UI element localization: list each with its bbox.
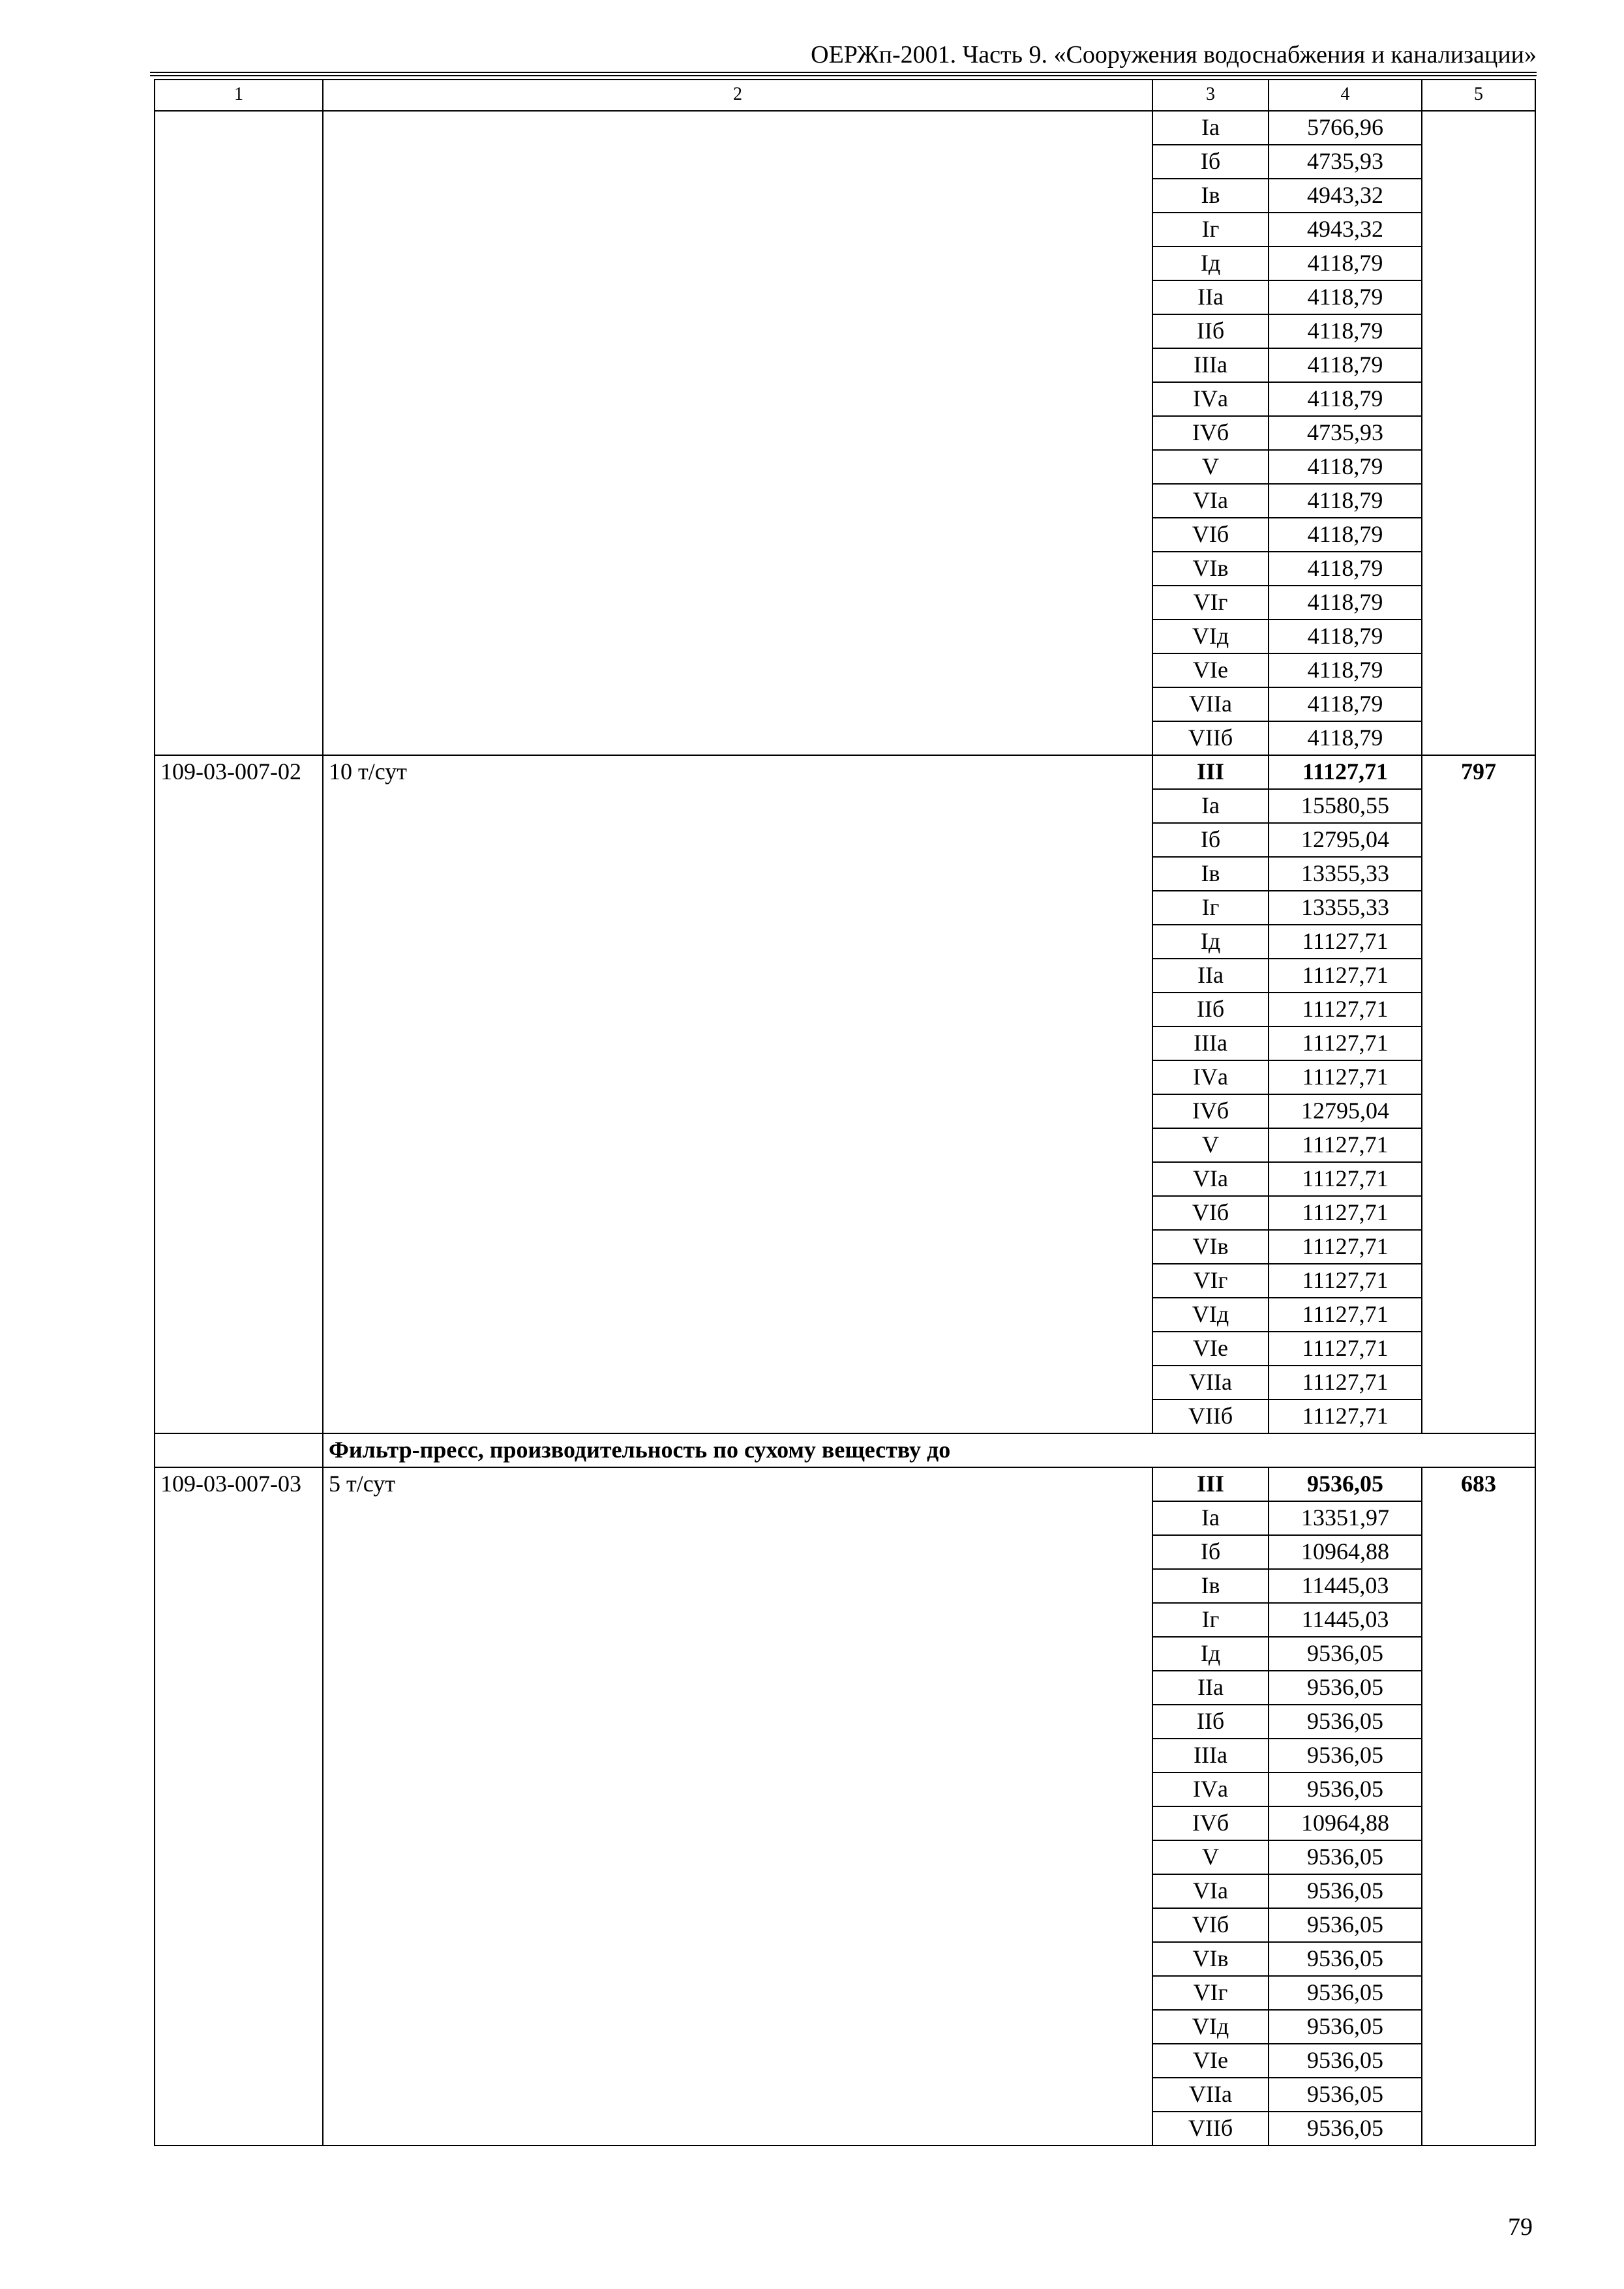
zone-cell: Iд xyxy=(1152,247,1269,280)
description-cell-blank xyxy=(323,111,1152,755)
price-cell: 4118,79 xyxy=(1269,247,1422,280)
zone-cell: VIд xyxy=(1152,620,1269,653)
price-cell: 11127,71 xyxy=(1269,1366,1422,1399)
zone-cell: IIа xyxy=(1152,959,1269,993)
price-cell: 12795,04 xyxy=(1269,823,1422,857)
price-cell: 10964,88 xyxy=(1269,1535,1422,1569)
price-cell: 9536,05 xyxy=(1269,1637,1422,1671)
price-cell: 4118,79 xyxy=(1269,382,1422,416)
price-cell: 13351,97 xyxy=(1269,1501,1422,1535)
zone-cell: Iг xyxy=(1152,1603,1269,1637)
price-table xyxy=(154,79,1536,2146)
main-price: 9536,05 xyxy=(1269,1467,1422,1501)
zone-cell: IVа xyxy=(1152,1773,1269,1806)
main-price: 11127,71 xyxy=(1269,755,1422,789)
price-cell: 11127,71 xyxy=(1269,1162,1422,1196)
header-double-rule xyxy=(150,72,1537,76)
zone-cell: Iв xyxy=(1152,1569,1269,1603)
price-cell: 4118,79 xyxy=(1269,552,1422,586)
zone-cell: VIIб xyxy=(1152,721,1269,755)
price-cell: 11445,03 xyxy=(1269,1603,1422,1637)
entry-main-row xyxy=(155,1467,1535,1501)
col5-value: 797 xyxy=(1422,755,1535,1433)
price-cell: 9536,05 xyxy=(1269,1874,1422,1908)
zone-cell: V xyxy=(1152,1840,1269,1874)
zone-cell: Iб xyxy=(1152,823,1269,857)
zone-cell: Iа xyxy=(1152,111,1269,145)
column-number: 5 xyxy=(1422,80,1535,111)
zone-cell: IIа xyxy=(1152,280,1269,314)
zone-cell: Iд xyxy=(1152,925,1269,959)
zone-cell: Iд xyxy=(1152,1637,1269,1671)
zone-cell: IVб xyxy=(1152,1806,1269,1840)
price-cell: 4118,79 xyxy=(1269,518,1422,552)
price-cell: 11127,71 xyxy=(1269,1298,1422,1332)
zone-cell: VIд xyxy=(1152,1298,1269,1332)
section-blank xyxy=(155,1433,323,1467)
zone-cell: IIа xyxy=(1152,1671,1269,1705)
price-cell: 4118,79 xyxy=(1269,314,1422,348)
price-cell: 4735,93 xyxy=(1269,145,1422,179)
zone-cell: IIб xyxy=(1152,1705,1269,1739)
entry-main-row xyxy=(155,755,1535,789)
zone-cell: VIв xyxy=(1152,552,1269,586)
zone-cell: Iб xyxy=(1152,145,1269,179)
zone-cell: VIд xyxy=(1152,2010,1269,2044)
price-cell: 4943,32 xyxy=(1269,213,1422,247)
zone-cell: IVа xyxy=(1152,382,1269,416)
price-cell: 11127,71 xyxy=(1269,925,1422,959)
zone-cell: Iб xyxy=(1152,1535,1269,1569)
zone-cell: Iг xyxy=(1152,213,1269,247)
zone-cell: IIб xyxy=(1152,993,1269,1026)
price-cell: 9536,05 xyxy=(1269,1976,1422,2010)
zone-cell: Iа xyxy=(1152,789,1269,823)
zone-cell: VIг xyxy=(1152,586,1269,620)
item-code: 109-03-007-03 xyxy=(155,1467,323,2146)
price-cell: 15580,55 xyxy=(1269,789,1422,823)
price-cell: 9536,05 xyxy=(1269,2044,1422,2078)
price-cell: 9536,05 xyxy=(1269,2010,1422,2044)
price-cell: 10964,88 xyxy=(1269,1806,1422,1840)
price-cell: 4118,79 xyxy=(1269,450,1422,484)
zone-cell: IIб xyxy=(1152,314,1269,348)
zone-cell: Iг xyxy=(1152,891,1269,925)
price-cell: 4118,79 xyxy=(1269,280,1422,314)
price-cell: 11127,71 xyxy=(1269,1399,1422,1433)
price-cell: 4118,79 xyxy=(1269,687,1422,721)
price-cell: 11127,71 xyxy=(1269,1026,1422,1060)
price-cell: 9536,05 xyxy=(1269,1705,1422,1739)
zone-cell: VIе xyxy=(1152,2044,1269,2078)
price-cell: 4735,93 xyxy=(1269,416,1422,450)
price-cell: 9536,05 xyxy=(1269,1908,1422,1942)
item-code: 109-03-007-02 xyxy=(155,755,323,1433)
item-description: 10 т/сут xyxy=(323,755,1152,1433)
main-zone: III xyxy=(1152,1467,1269,1501)
zone-cell: IIIа xyxy=(1152,348,1269,382)
price-cell: 11445,03 xyxy=(1269,1569,1422,1603)
price-cell: 11127,71 xyxy=(1269,1264,1422,1298)
price-cell: 9536,05 xyxy=(1269,2078,1422,2112)
price-cell: 13355,33 xyxy=(1269,891,1422,925)
price-cell: 4118,79 xyxy=(1269,484,1422,518)
zone-cell: VIе xyxy=(1152,1332,1269,1366)
zone-cell: VIе xyxy=(1152,653,1269,687)
zone-cell: VIг xyxy=(1152,1264,1269,1298)
price-cell: 9536,05 xyxy=(1269,1671,1422,1705)
zone-cell: V xyxy=(1152,450,1269,484)
section-heading-row xyxy=(155,1433,1535,1467)
price-cell: 4118,79 xyxy=(1269,653,1422,687)
price-cell: 9536,05 xyxy=(1269,1840,1422,1874)
column-number: 4 xyxy=(1269,80,1422,111)
price-cell: 4943,32 xyxy=(1269,179,1422,213)
table-row xyxy=(155,111,1535,145)
column-number: 1 xyxy=(155,80,323,111)
price-cell: 4118,79 xyxy=(1269,586,1422,620)
zone-cell: VIа xyxy=(1152,1162,1269,1196)
code-cell-blank xyxy=(155,111,323,755)
zone-cell: V xyxy=(1152,1128,1269,1162)
price-cell: 9536,05 xyxy=(1269,1773,1422,1806)
zone-cell: VIа xyxy=(1152,1874,1269,1908)
zone-cell: VIв xyxy=(1152,1230,1269,1264)
price-cell: 11127,71 xyxy=(1269,959,1422,993)
price-cell: 4118,79 xyxy=(1269,620,1422,653)
zone-cell: VIа xyxy=(1152,484,1269,518)
price-cell: 11127,71 xyxy=(1269,1128,1422,1162)
price-cell: 5766,96 xyxy=(1269,111,1422,145)
price-cell: 9536,05 xyxy=(1269,1942,1422,1976)
zone-cell: Iа xyxy=(1152,1501,1269,1535)
main-zone: III xyxy=(1152,755,1269,789)
price-cell: 9536,05 xyxy=(1269,1739,1422,1773)
col5-value: 683 xyxy=(1422,1467,1535,2146)
running-header: ОЕРЖп-2001. Часть 9. «Сооружения водоснабжения и канализации» xyxy=(811,41,1537,68)
zone-cell: IVб xyxy=(1152,416,1269,450)
page-number: 79 xyxy=(1508,2213,1533,2241)
zone-cell: IVа xyxy=(1152,1060,1269,1094)
zone-cell: VIIа xyxy=(1152,687,1269,721)
price-cell: 11127,71 xyxy=(1269,1060,1422,1094)
price-cell: 4118,79 xyxy=(1269,348,1422,382)
zone-cell: VIв xyxy=(1152,1942,1269,1976)
price-cell: 12795,04 xyxy=(1269,1094,1422,1128)
zone-cell: VIIа xyxy=(1152,1366,1269,1399)
zone-cell: IIIа xyxy=(1152,1026,1269,1060)
price-cell: 9536,05 xyxy=(1269,2112,1422,2146)
zone-cell: IVб xyxy=(1152,1094,1269,1128)
price-cell: 4118,79 xyxy=(1269,721,1422,755)
zone-cell: VIIб xyxy=(1152,1399,1269,1433)
price-table-body xyxy=(155,80,1535,2146)
column-number: 3 xyxy=(1152,80,1269,111)
zone-cell: VIIа xyxy=(1152,2078,1269,2112)
zone-cell: VIIб xyxy=(1152,2112,1269,2146)
col5-cell-blank xyxy=(1422,111,1535,755)
zone-cell: VIб xyxy=(1152,518,1269,552)
price-cell: 11127,71 xyxy=(1269,1196,1422,1230)
price-cell: 13355,33 xyxy=(1269,857,1422,891)
zone-cell: Iв xyxy=(1152,857,1269,891)
column-number: 2 xyxy=(323,80,1152,111)
item-description: 5 т/сут xyxy=(323,1467,1152,2146)
price-cell: 11127,71 xyxy=(1269,1332,1422,1366)
zone-cell: VIб xyxy=(1152,1908,1269,1942)
zone-cell: VIб xyxy=(1152,1196,1269,1230)
column-number-row xyxy=(155,80,1535,111)
price-cell: 11127,71 xyxy=(1269,993,1422,1026)
zone-cell: VIг xyxy=(1152,1976,1269,2010)
price-cell: 11127,71 xyxy=(1269,1230,1422,1264)
section-heading: Фильтр-пресс, производительность по сухому веществу до xyxy=(323,1433,1535,1467)
zone-cell: IIIа xyxy=(1152,1739,1269,1773)
zone-cell: Iв xyxy=(1152,179,1269,213)
